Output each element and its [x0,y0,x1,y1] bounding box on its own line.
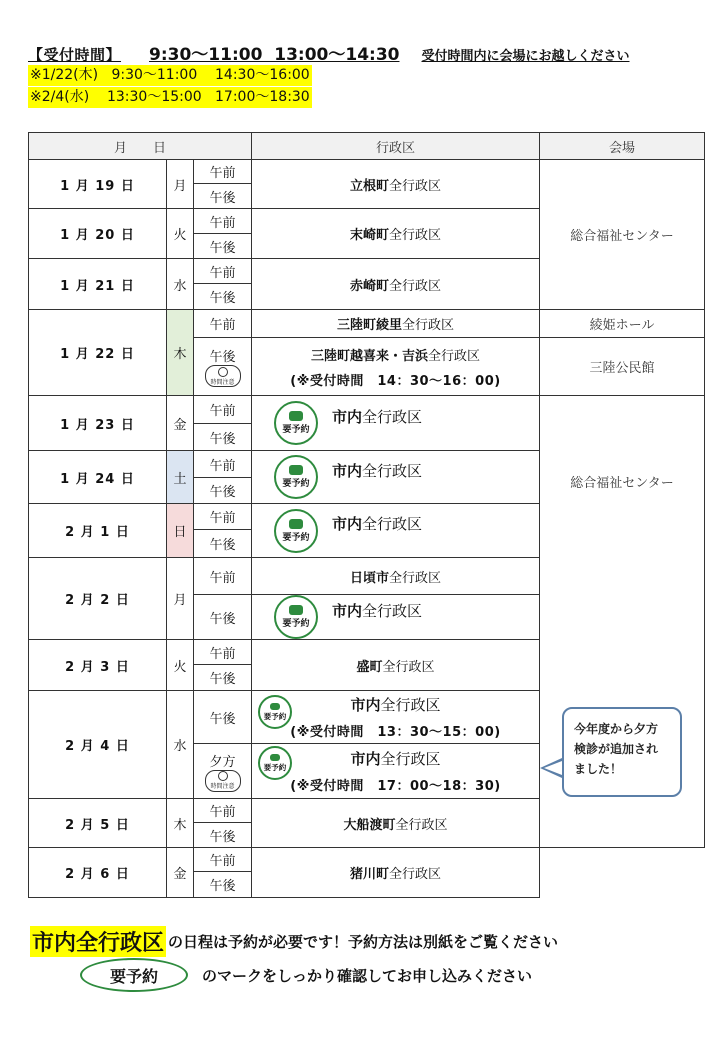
area-cell: 要予約 市内全行政区 [252,504,540,558]
venue-sanriku: 三陸公民館 [540,338,705,396]
footer-line-1 [30,926,710,957]
pm-label: 午後 [209,350,236,365]
area-cell: 盛町全行政区 [252,640,540,691]
pm-label: 午後 [194,184,252,209]
reservation-required-icon: 要予約 [274,509,318,553]
am-label: 午前 [194,558,252,595]
pm-label: 午後 [194,665,252,691]
reception-note: 受付時間内に会場にお越しください [421,49,630,64]
area-cell: 赤崎町全行政区 [252,259,540,310]
date-cell: 1 月 20 日 [29,209,167,259]
reservation-required-icon: 要予約 [258,695,292,729]
clock-icon: 時間注意 [205,770,241,792]
am-label: 午前 [194,451,252,478]
am-label: 午前 [194,504,252,530]
evening-label-cell [194,744,252,799]
bubble-tail-inner [544,761,562,775]
footer-text-1: の日程は予約が必要です！予約方法は別紙をご覧ください [168,933,559,951]
dow-cell: 日 [167,504,194,558]
reception-times: 9:30～11:00 13:00～14:30 [149,45,400,65]
venue-welfare-2: 総合福祉センター [540,396,705,848]
date-cell: 1 月 23 日 [29,396,167,451]
header-date: 月 日 [29,133,252,160]
footer-highlight: 市内全行政区 [30,926,166,957]
venue-welfare-1: 総合福祉センター [540,160,705,310]
am-label: 午前 [194,310,252,338]
am-label: 午前 [194,848,252,872]
venue-ryori: 綾姫ホール [540,310,705,338]
header [28,40,718,108]
area-cell: 三陸町綾里全行政区 [252,310,540,338]
dow-cell: 月 [167,558,194,640]
special-time-0204: ※2/4(水) 13:30～15:00 17:00～18:30 [28,87,312,108]
area-cell: 要予約 市内全行政区 [252,451,540,504]
date-cell: 2 月 5 日 [29,799,167,848]
date-cell: 1 月 19 日 [29,160,167,209]
footer-line-2 [80,958,720,992]
dow-cell: 月 [167,160,194,209]
dow-cell: 金 [167,848,194,898]
special-time-0122: ※1/22(木) 9:30～11:00 14:30～16:00 [28,65,312,86]
date-cell: 1 月 24 日 [29,451,167,504]
pm-label-cell [194,338,252,396]
pm-label: 午後 [194,823,252,848]
area-cell: 要予約 市内全行政区 (※受付時間 17：00～18：30) [252,744,540,799]
reservation-required-icon: 要予約 [274,595,318,639]
pm-label: 午後 [194,872,252,898]
pm-label: 午後 [194,284,252,310]
date-cell: 1 月 22 日 [29,310,167,396]
dow-cell: 木 [167,799,194,848]
am-label: 午前 [194,259,252,284]
am-label: 午前 [194,160,252,184]
reception-sub: (※受付時間 17：00～18：30) [290,779,501,794]
area-cell: 日頃市全行政区 [252,558,540,595]
evening-notice-bubble: 今年度から夕方 検診が追加され ました！ [562,707,682,797]
reservation-mark-oval: 要予約 [80,958,188,992]
reception-sub: (※受付時間 13：30～15：00) [290,725,501,740]
pm-label: 午後 [194,691,252,744]
header-venue: 会場 [540,133,705,160]
area-cell: 三陸町越喜来・吉浜全行政区 (※受付時間 14：30～16：00) [252,338,540,396]
area-cell: 要予約 市内全行政区 [252,396,540,451]
dow-cell: 火 [167,209,194,259]
reception-sub: (※受付時間 14：30～16：00) [290,373,501,389]
pm-label: 午後 [194,478,252,504]
am-label: 午前 [194,799,252,823]
reservation-required-icon: 要予約 [258,746,292,780]
area-cell: 要予約 市内全行政区 [252,595,540,640]
dow-cell: 金 [167,396,194,451]
reception-title: 【受付時間】 [28,46,122,64]
am-label: 午前 [194,209,252,234]
evening-label: 夕方 [209,754,236,770]
dow-cell: 木 [167,310,194,396]
clock-icon: 時間注意 [205,365,241,387]
area-cell: 立根町全行政区 [252,160,540,209]
area-cell: 大船渡町全行政区 [252,799,540,848]
pm-label: 午後 [194,595,252,640]
dow-cell: 水 [167,691,194,799]
area-cell: 要予約 市内全行政区 (※受付時間 13：30～15：00) [252,691,540,744]
date-cell: 2 月 3 日 [29,640,167,691]
dow-cell: 水 [167,259,194,310]
footer-text-2: のマークをしっかり確認してお申し込みください [202,966,533,985]
date-cell: 2 月 4 日 [29,691,167,799]
date-cell: 2 月 2 日 [29,558,167,640]
area-cell: 猪川町全行政区 [252,848,540,898]
dow-cell: 火 [167,640,194,691]
date-cell: 1 月 21 日 [29,259,167,310]
dow-cell: 土 [167,451,194,504]
am-label: 午前 [194,396,252,424]
reservation-required-icon: 要予約 [274,455,318,499]
header-area: 行政区 [252,133,540,160]
pm-label: 午後 [194,530,252,558]
reservation-required-icon: 要予約 [274,401,318,445]
date-cell: 2 月 1 日 [29,504,167,558]
pm-label: 午後 [194,234,252,259]
pm-label: 午後 [194,424,252,451]
date-cell: 2 月 6 日 [29,848,167,898]
area-cell: 末崎町全行政区 [252,209,540,259]
am-label: 午前 [194,640,252,665]
